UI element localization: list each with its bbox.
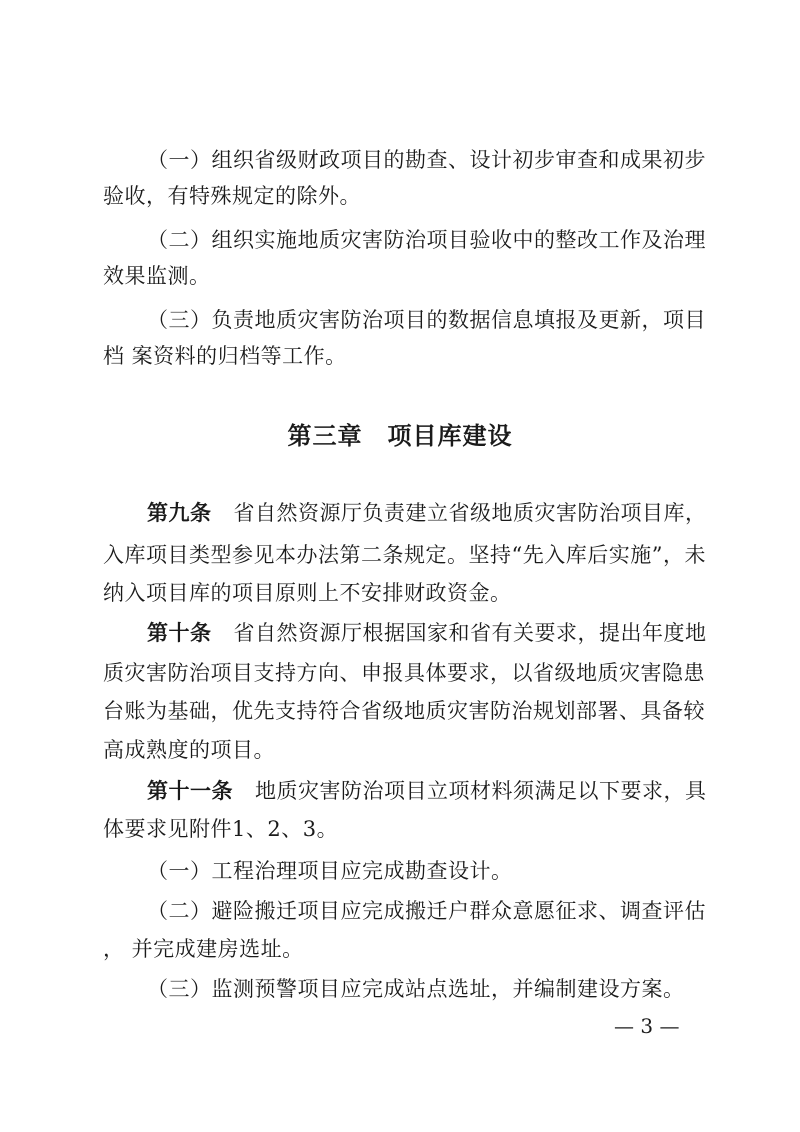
article-9-line-1	[103, 498, 707, 528]
article-9-line-3: 纳入项目库的项目原则上不安排财政资金。	[103, 581, 512, 605]
page-number: — 3 —	[614, 1014, 680, 1038]
article-10-label: 第十条	[147, 620, 212, 645]
item-2-line-2: ， 并完成建房选址。	[103, 937, 304, 961]
article-10-text: 省自然资源厅根据国家和省有关要求，提出年度地	[233, 621, 707, 645]
paragraph-3-line-1: （三）负责地质灾害防治项目的数据信息填报及更新，项目	[147, 308, 706, 332]
article-10-line-1	[103, 618, 707, 648]
item-3-line-1: （三）监测预警项目应完成站点选址，并编制建设方案。	[147, 977, 685, 1001]
item-2-line-1: （二）避险搬迁项目应完成搬迁户群众意愿征求、调查评估	[147, 899, 706, 923]
paragraph-2-line-1: （二）组织实施地质灾害防治项目验收中的整改工作及治理	[147, 228, 706, 252]
article-11-line-2: 体要求见附件1、2、3。	[103, 817, 339, 841]
article-11-text: 地质灾害防治项目立项材料须满足以下要求，具	[255, 779, 707, 803]
paragraph-1-line-2: 验收，有特殊规定的除外。	[103, 184, 361, 208]
article-11-line-1	[103, 776, 707, 806]
paragraph-3-line-2: 档 案资料的归档等工作。	[103, 344, 347, 368]
article-10-line-2: 质灾害防治项目支持方向、申报具体要求，以省级地质灾害隐患	[103, 661, 705, 685]
article-10-line-3: 台账为基础，优先支持符合省级地质灾害防治规划部署、具备较	[103, 699, 705, 723]
article-10-line-4: 高成熟度的项目。	[103, 738, 275, 762]
article-9-label: 第九条	[147, 500, 212, 525]
paragraph-1-line-1: （一）组织省级财政项目的勘查、设计初步审查和成果初步	[147, 148, 706, 172]
chapter-heading: 第三章 项目库建设	[287, 421, 513, 450]
article-9-text: 省自然资源厅负责建立省级地质灾害防治项目库，	[233, 501, 707, 525]
article-9-line-2: 入库项目类型参见本办法第二条规定。坚持“先入库后实施”，未	[103, 543, 706, 567]
item-1-line-1: （一）工程治理项目应完成勘查设计。	[147, 859, 513, 883]
article-11-label: 第十一条	[147, 778, 233, 803]
paragraph-2-line-2: 效果监测。	[103, 264, 211, 288]
